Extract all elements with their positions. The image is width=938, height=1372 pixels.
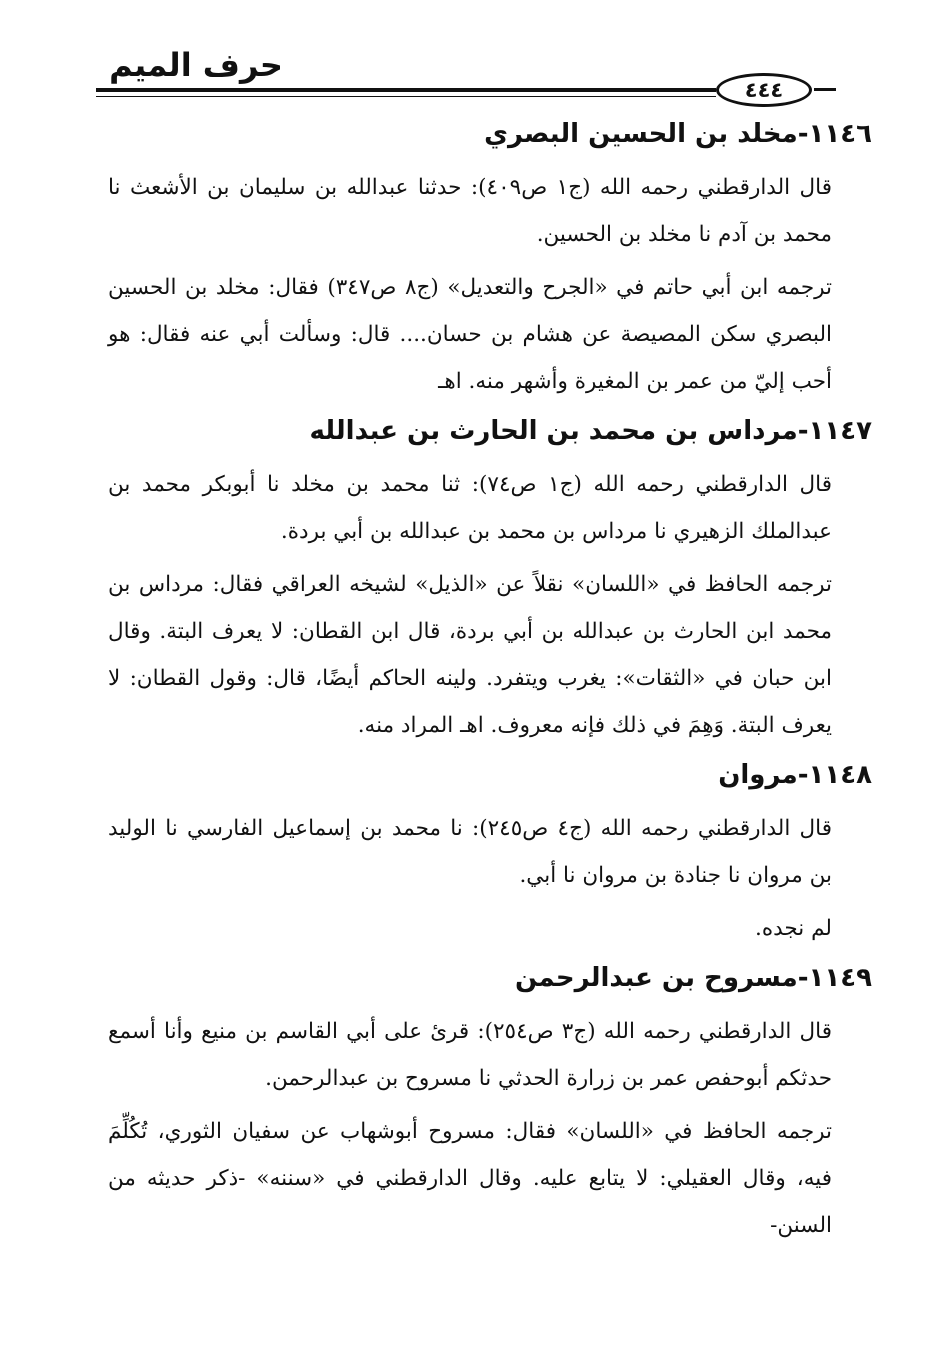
entry-paragraph: قال الدارقطني رحمه الله (ج١ ص٧٤): ثنا محمد بن مخلد نا أبوبكر محمد بن عبدالملك الزهيري نا مرداس بن محمد بن عبدالله بن أبي بردة. bbox=[108, 472, 833, 544]
entry-title: ١١٤٩-مسروح بن عبدالرحمن bbox=[515, 963, 872, 993]
page-header bbox=[96, 40, 836, 110]
entry-1149 bbox=[108, 958, 872, 1249]
entry-title: ١١٤٧-مرداس بن محمد بن الحارث بن عبدالله bbox=[309, 416, 872, 446]
page-body bbox=[108, 108, 872, 1255]
entry-title: ١١٤٦-مخلد بن الحسين البصري bbox=[484, 119, 872, 149]
header-rule-right bbox=[814, 88, 836, 91]
entry-paragraph: قال الدارقطني رحمه الله (ج٣ ص٢٥٤): قرئ على أبي القاسم بن منيع وأنا أسمع حدثكم أبوحفص عمر بن زرارة الحدثي نا مسروح بن عبدالرحمن. bbox=[108, 1019, 832, 1091]
header-rule-thin bbox=[96, 96, 716, 97]
entry-paragraph: قال الدارقطني رحمه الله (ج٤ ص٢٤٥): نا محمد بن إسماعيل الفارسي نا الوليد بن مروان نا جنادة بن مروان نا أبي. bbox=[108, 816, 833, 888]
entry-1148 bbox=[108, 755, 872, 952]
entry-paragraph: قال الدارقطني رحمه الله (ج١ ص٤٠٩): حدثنا عبدالله بن سليمان بن الأشعث نا محمد بن آدم نا مخلد بن الحسين. bbox=[108, 175, 833, 247]
entry-1147 bbox=[108, 411, 872, 749]
entry-paragraph: لم نجده. bbox=[755, 916, 832, 941]
entry-title: ١١٤٨-مروان bbox=[718, 760, 872, 790]
running-title: حرف الميم bbox=[109, 46, 283, 84]
entry-paragraph: ترجمه الحافظ في «اللسان» نقلاً عن «الذيل» لشيخه العراقي فقال: مرداس بن محمد ابن الحارث بن عبدالله بن أبي بردة، قال ابن القطان: لا يعرف البتة. وقال ابن حبان في «الثقات»: يغرب ويتفرد. ولينه الحاكم أيضًا، قال: وقول القطان: لا يعرف البتة. وَهِمَ في ذلك فإنه معروف. اهـ المراد منه. bbox=[108, 572, 832, 738]
header-rule-thick bbox=[96, 88, 716, 92]
page-number-badge: ٤٤٤ bbox=[716, 73, 812, 107]
entry-paragraph: ترجمه الحافظ في «اللسان» فقال: مسروح أبوشهاب عن سفيان الثوري، تُكُلِّمَ فيه، وقال العقيلي: لا يتابع عليه. وقال الدارقطني في «سننه» -ذكر حديثه من السنن- bbox=[108, 1119, 832, 1238]
entry-1146 bbox=[108, 114, 872, 405]
entry-paragraph: ترجمه ابن أبي حاتم في «الجرح والتعديل» (ج٨ ص٣٤٧) فقال: مخلد بن الحسين البصري سكن المصيصة عن هشام بن حسان.... قال: وسألت أبي عنه فقال: هو أحب إليّ من عمر بن المغيرة وأشهر منه. اهـ bbox=[108, 275, 832, 394]
